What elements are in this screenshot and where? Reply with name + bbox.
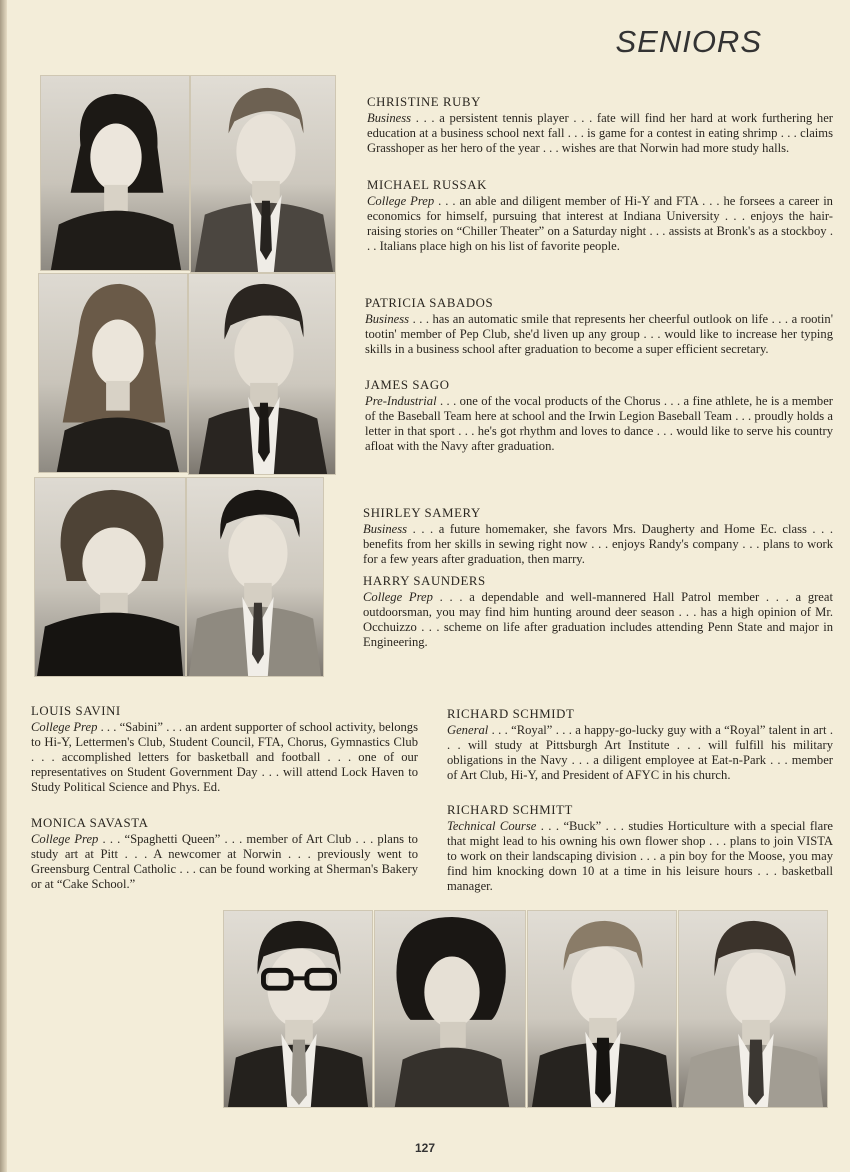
senior-bio-text: . . . “Spaghetti Queen” . . . member of Art Club . . . plans to study art at Pitt . . . A newcomer at Norwin . . . previously went to Greensburg Central Catholic . . . can be found working at Sherman's Bakery or at “Cake School.” <box>31 832 418 891</box>
photo-michael-russak <box>190 75 336 273</box>
photo-james-sago <box>188 273 336 475</box>
page-gutter <box>0 0 7 1172</box>
senior-course: Pre-Industrial <box>365 394 437 408</box>
senior-bio <box>363 590 833 650</box>
senior-name: CHRISTINE RUBY <box>367 95 481 109</box>
photo-monica-savasta <box>374 910 526 1108</box>
senior-bio <box>31 720 418 795</box>
page-title: SENIORS <box>615 24 762 59</box>
photo-louis-savini <box>223 910 373 1108</box>
senior-bio-text: . . . a future homemaker, she favors Mrs. Daugherty and Home Ec. class . . . benefits from her skills in sewing right now . . . enjoys Randy's company . . . plans to work for a few years after graduation, then marry. <box>363 522 833 566</box>
senior-course: College Prep <box>363 590 433 604</box>
senior-entry-harry-saunders <box>363 574 833 650</box>
senior-bio <box>363 522 833 567</box>
photo-shirley-samery <box>34 477 186 677</box>
senior-bio-text: . . . a dependable and well-mannered Hall Patrol member . . . a great outdoorsman, you may find him hunting around deer season . . . has a high opinion of Mr. Occhuizzo . . . scheme on life after graduation includes attending Penn State and major in Engineering. <box>363 590 833 649</box>
senior-course: Business <box>365 312 410 326</box>
senior-bio-text: . . . “Sabini” . . . an ardent supporter of school activity, belongs to Hi-Y, Lettermen's Club, Student Council, FTA, Chorus, Gymnastics Club . . . accomplished letters for basketball and football . . . one of our representatives on Student Government Day . . . will attend Lock Haven to Study Political Science and Phys. Ed. <box>31 720 418 794</box>
senior-course: College Prep <box>31 832 99 846</box>
photo-harry-saunders <box>186 477 324 677</box>
senior-entry-michael-russak <box>367 178 833 254</box>
senior-entry-louis-savini <box>31 704 418 795</box>
photo-richard-schmidt <box>527 910 677 1108</box>
senior-name: JAMES SAGO <box>365 378 450 392</box>
senior-bio <box>365 394 833 454</box>
photo-richard-schmitt <box>678 910 828 1108</box>
senior-course: Business <box>367 111 412 125</box>
senior-entry-shirley-samery <box>363 506 833 567</box>
senior-entry-richard-schmitt <box>447 803 833 894</box>
page-number: 127 <box>414 1141 436 1155</box>
senior-course: Technical Course <box>447 819 537 833</box>
senior-name: RICHARD SCHMIDT <box>447 707 575 721</box>
senior-bio-text: . . . an able and diligent member of Hi-Y and FTA . . . he forsees a career in economics for himself, pursuing that interest at Indiana University . . . enjoys the hair-raising stories on “Chiller Theater” on a Saturday night . . . assists at Bronk's as a stockboy . . . Italians place high on his list of favorite people. <box>367 194 833 253</box>
senior-name: MONICA SAVASTA <box>31 816 149 830</box>
senior-entry-james-sago <box>365 378 833 454</box>
photo-christine-ruby <box>40 75 190 271</box>
senior-course: General <box>447 723 489 737</box>
senior-bio <box>447 819 833 894</box>
senior-bio <box>367 111 833 156</box>
senior-bio <box>31 832 418 892</box>
senior-entry-christine-ruby <box>367 95 833 156</box>
senior-course: College Prep <box>367 194 435 208</box>
senior-bio-text: . . . “Royal” . . . a happy-go-lucky guy with a “Royal” talent in art . . . will study at Pittsburgh Art Institute . . . will fulfill his military obligations in the Navy . . . a diligent employee at Eat-n-Park . . . member of Art Club, Hi-Y, and President of AFYC in his church. <box>447 723 833 782</box>
senior-name: HARRY SAUNDERS <box>363 574 486 588</box>
senior-bio-text: . . . has an automatic smile that represents her cheerful outlook on life . . . a rootin' tootin' member of Pep Club, she'd liven up any group . . . would like to increase her typing skills in a business school after graduation to become a super efficient secretary. <box>365 312 833 356</box>
senior-name: MICHAEL RUSSAK <box>367 178 487 192</box>
senior-name: SHIRLEY SAMERY <box>363 506 481 520</box>
senior-bio-text: . . . one of the vocal products of the Chorus . . . a fine athlete, he is a member of the Baseball Team here at school and the Irwin Legion Baseball Team . . . proudly holds a letter in that sport . . . he's got rhythm and loves to dance . . . would like to serve his country afloat with the Navy after graduation. <box>365 394 833 453</box>
senior-entry-monica-savasta <box>31 816 418 892</box>
senior-bio <box>365 312 833 357</box>
senior-name: PATRICIA SABADOS <box>365 296 494 310</box>
senior-bio-text: . . . “Buck” . . . studies Horticulture with a special flare that might lead to his owning his own flower shop . . . plans to join VISTA to work on their landscaping division . . . a pin boy for the Moose, you may find him knocking down 10 at a time in his leisure hours . . . basketball manager. <box>447 819 833 893</box>
senior-bio-text: . . . a persistent tennis player . . . fate will find her hard at work furthering her education at a business school next fall . . . is game for a contest in eating shrimp . . . claims Grasshoper as her hero of the year . . . wishes are that Norwin had more study halls. <box>367 111 833 155</box>
senior-course: Business <box>363 522 408 536</box>
senior-entry-patricia-sabados <box>365 296 833 357</box>
senior-name: LOUIS SAVINI <box>31 704 121 718</box>
senior-entry-richard-schmidt <box>447 707 833 783</box>
photo-patricia-sabados <box>38 273 188 473</box>
senior-course: College Prep <box>31 720 98 734</box>
senior-name: RICHARD SCHMITT <box>447 803 573 817</box>
senior-bio <box>447 723 833 783</box>
senior-bio <box>367 194 833 254</box>
